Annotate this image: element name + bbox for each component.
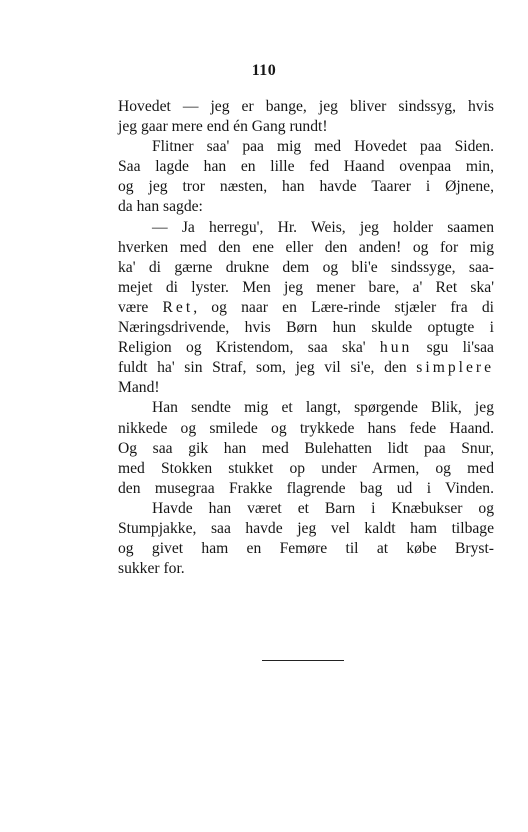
text-line: Saa lagde han en lille fed Haand ovenpaa min, xyxy=(118,158,494,176)
text-line: den musegraa Frakke flagrende bag ud i Vinden. xyxy=(118,479,494,497)
text-line: Næringsdrivende, hvis Børn hun skulde optugte i xyxy=(118,319,494,337)
text-line: hverken med den ene eller den anden! og for mig xyxy=(118,238,494,256)
text-line xyxy=(118,298,494,318)
page-number: 110 xyxy=(251,62,277,79)
text-line xyxy=(118,338,494,358)
text-line: Stumpjakke, saa havde jeg vel kaldt ham tilbage xyxy=(118,519,494,537)
text-line: Mand! xyxy=(118,379,160,397)
text-line: Og saa gik han med Bulehatten lidt paa Snur, xyxy=(118,439,494,457)
text-segment: Religion og Kristendom, saa ska' xyxy=(118,339,380,357)
text-line: mejet di lyster. Men jeg mener bare, a' Ret ska' xyxy=(118,278,494,296)
emphasized-text: simplere xyxy=(416,359,494,377)
text-line: Han sendte mig et langt, spørgende Blik, jeg xyxy=(152,399,494,417)
text-line: ka' di gærne drukne dem og bli'e sindssyge, saa- xyxy=(118,258,494,276)
text-segment: være xyxy=(118,298,163,316)
text-line: jeg gaar mere end én Gang rundt! xyxy=(118,118,328,136)
emphasized-text: hun xyxy=(379,339,413,357)
text-line: og jeg tror næsten, han havde Taarer i Øjnene, xyxy=(118,178,494,196)
body-text xyxy=(118,97,494,579)
text-segment: sgu li'saa xyxy=(412,339,494,357)
text-segment: fuldt ha' sin Straf, som, jeg vil si'e, den xyxy=(118,359,417,377)
text-line: da han sagde: xyxy=(118,198,203,216)
text-line: Havde han været et Barn i Knæbukser og xyxy=(152,499,494,517)
text-segment: , og naar en Lære-rinde stjæler fra di xyxy=(193,298,494,316)
text-line: nikkede og smilede og trykkede hans fede Haand. xyxy=(118,419,494,437)
section-divider xyxy=(262,660,344,661)
text-line: sukker for. xyxy=(118,560,185,578)
text-line: — Ja herregu', Hr. Weis, jeg holder saamen xyxy=(152,218,494,236)
text-line xyxy=(118,358,494,378)
text-line: Flitner saa' paa mig med Hovedet paa Siden. xyxy=(152,138,494,156)
text-line: med Stokken stukket op under Armen, og med xyxy=(118,459,494,477)
emphasized-text: Ret xyxy=(162,298,194,316)
text-line: Hovedet — jeg er bange, jeg bliver sindssyg, hvis xyxy=(118,98,494,115)
text-line: og givet ham en Femøre til at købe Bryst- xyxy=(118,540,494,558)
